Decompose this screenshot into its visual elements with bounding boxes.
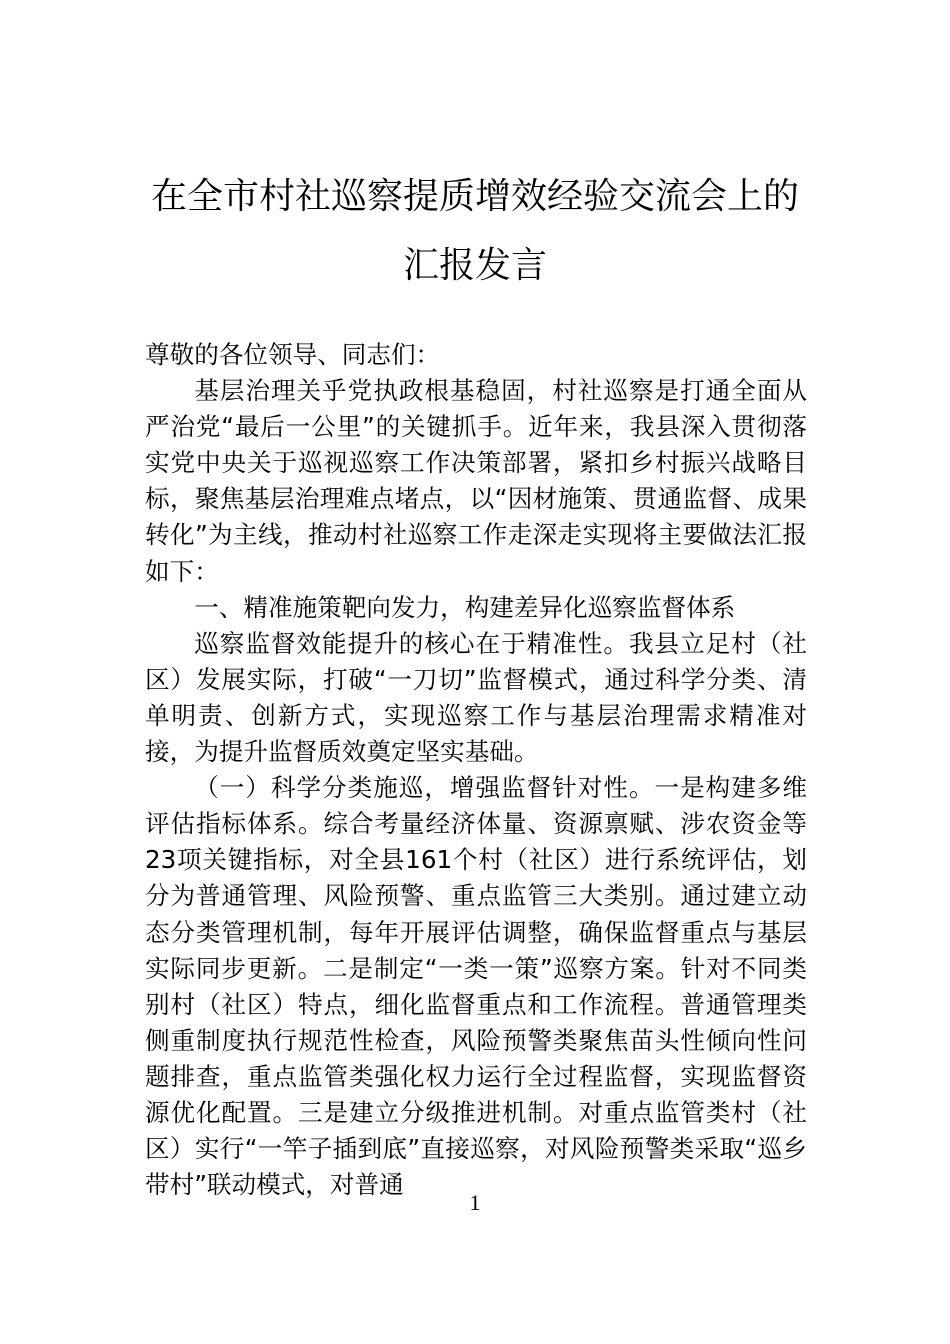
paragraph-subsection-1: （一）科学分类施巡，增强监督针对性。一是构建多维评估指标体系。综合考量经济体量、资源禀赋、涉农资金等23项关键指标，对全县161个村（社区）进行系统评估，划分为普通管理、风险预警、重点监管三大类别。通过建立动态分类管理机制，每年开展评估调整，确保监督重点与基层实际同步更新。二是制定“一类一策”巡察方案。针对不同类别村（社区）特点，细化监督重点和工作流程。普通管理类侧重制度执行规范性检查，风险预警类聚焦苗头性倾向性问题排查，重点监管类强化权力运行全过程监督，实现监督资源优化配置。三是建立分级推进机制。对重点监管类村（社区）实行“一竿子插到底”直接巡察，对风险预警类采取“巡乡带村”联动模式，对普通 xyxy=(145,773,807,1200)
page-number: 1 xyxy=(469,1190,481,1215)
section-heading-1: 一、精准施策靶向发力，构建差异化巡察监督体系 xyxy=(194,592,736,622)
paragraph-intro: 基层治理关乎党执政根基稳固，村社巡察是打通全面从严治党“最后一公里”的关键抓手。近年来，我县深入贯彻落实党中央关于巡视巡察工作决策部署，紧扣乡村振兴战略目标，聚焦基层治理难点堵点，以“因材施策、贯通监督、成果转化”为主线，推动村社巡察工作走深走实现将主要做法汇报如下： xyxy=(145,376,807,586)
salutation: 尊敬的各位领导、同志们： xyxy=(145,340,441,369)
document-title-line-1: 在全市村社巡察提质增效经验交流会上的 xyxy=(150,176,799,217)
paragraph-section-1-intro: 巡察监督效能提升的核心在于精准性。我县立足村（社区）发展实际，打破“一刀切”监督模式，通过科学分类、清单明责、创新方式，实现巡察工作与基层治理需求精准对接，为提升监督质效奠定坚实基础。 xyxy=(145,628,807,767)
document-body xyxy=(145,337,807,1203)
document-title-line-2: 汇报发言 xyxy=(402,245,547,286)
